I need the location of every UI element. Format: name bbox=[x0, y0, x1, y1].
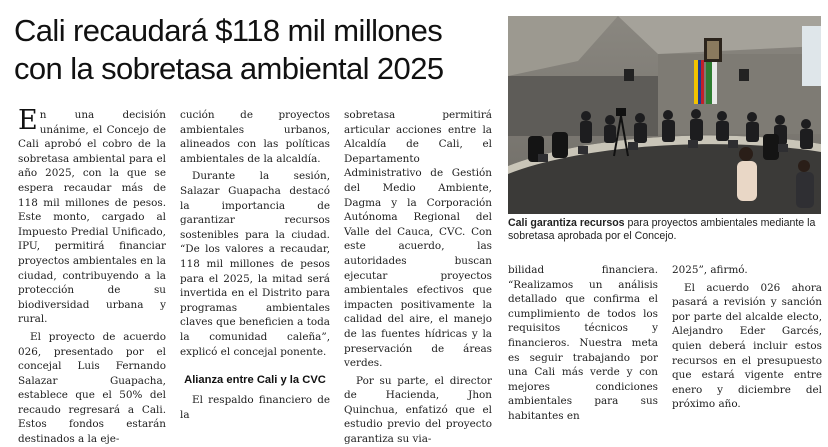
council-session-photo bbox=[508, 16, 821, 214]
article-column-5 bbox=[672, 263, 822, 418]
headline-line-2: con la sobretasa ambiental 2025 bbox=[14, 51, 444, 86]
headline-line-1: Cali recaudará $118 mil millones bbox=[14, 13, 443, 48]
section-subhead: Alianza entre Cali y la CVC bbox=[184, 374, 326, 387]
paragraph bbox=[18, 105, 166, 327]
paragraph: cución de proyectos ambientales urbanos, alineados con las políticas ambientales de la alcaldía. bbox=[180, 109, 330, 165]
article-column-1 bbox=[18, 105, 166, 446]
paragraph: 2025”, afirmó. bbox=[672, 264, 748, 276]
paragraph: sobretasa permitirá articular acciones entre la Alcaldía de Cali, el Departamento Administrativo de Gestión del Medio Ambiente, Dagma y la Corporación Autónoma Regional del Valle del Cauca, CVC. Con este acuerdo, las autoridades buscan ejecutar proyectos ambientales efectivos que impacten positivamente la calidad del aire, el manejo de las fuentes hídricas y la preservación de áreas verdes. bbox=[344, 109, 492, 370]
paragraph-text: n una decisión unánime, el Concejo de Cali aprobó el cobro de la sobretasa ambiental para el año 2025, con la que se espera recaudar más de 118 mil millones de pesos. Este monto, cargado al Impuesto Predial Unificado, IPU, permitirá financiar proyectos ambientales en la ciudad, contribuyendo a la protección de su biodiversidad urbana y rural. bbox=[18, 109, 166, 326]
paragraph: Por su parte, el director de Hacienda, Jhon Quinchua, enfatizó que el estudio previo del proyecto garantiza su via- bbox=[344, 374, 492, 446]
paragraph: bilidad financiera. “Realizamos un análisis detallado que confirma el cumplimiento de todos los requisitos técnicos y financieros. Nuestra meta es seguir trabajando por una Cali más verde y con mejores condiciones ambientales para sus habitantes en bbox=[508, 264, 658, 422]
article-column-2 bbox=[180, 108, 330, 421]
paragraph: El respaldo financiero de la bbox=[180, 394, 330, 421]
photo-caption bbox=[508, 217, 821, 243]
caption-lead: Cali garantiza recursos bbox=[508, 217, 625, 229]
paragraph: El acuerdo 026 ahora pasará a revisión y sanción por parte del alcalde electo, Alejandro Eder Garcés, quien deberá incluir estos recursos en el presupuesto que estará vigente entre enero y diciembre del próximo año. bbox=[672, 281, 822, 411]
article-column-4 bbox=[508, 263, 658, 422]
headline bbox=[14, 12, 504, 88]
paragraph: El proyecto de acuerdo 026, presentado por el concejal Luis Fernando Salazar Guapacha, establece que el 50% del recaudo regresará a Cali. Estos fondos estarán destinados a la eje- bbox=[18, 330, 166, 446]
article-column-3 bbox=[344, 108, 492, 446]
drop-cap: E bbox=[18, 105, 38, 136]
caption-text: para proyectos ambientales mediante la sobretasa aprobada por el Concejo. bbox=[508, 217, 816, 242]
paragraph: Durante la sesión, Salazar Guapacha destacó la importancia de garantizar recursos sostenibles para la ciudad. “De los valores a recaudar, 118 mil millones de pesos para el 2025, la mitad será invertida en el Distrito para programas ambientales claves que beneficien a toda la comunidad caleña”, explicó el concejal ponente. bbox=[180, 170, 330, 358]
